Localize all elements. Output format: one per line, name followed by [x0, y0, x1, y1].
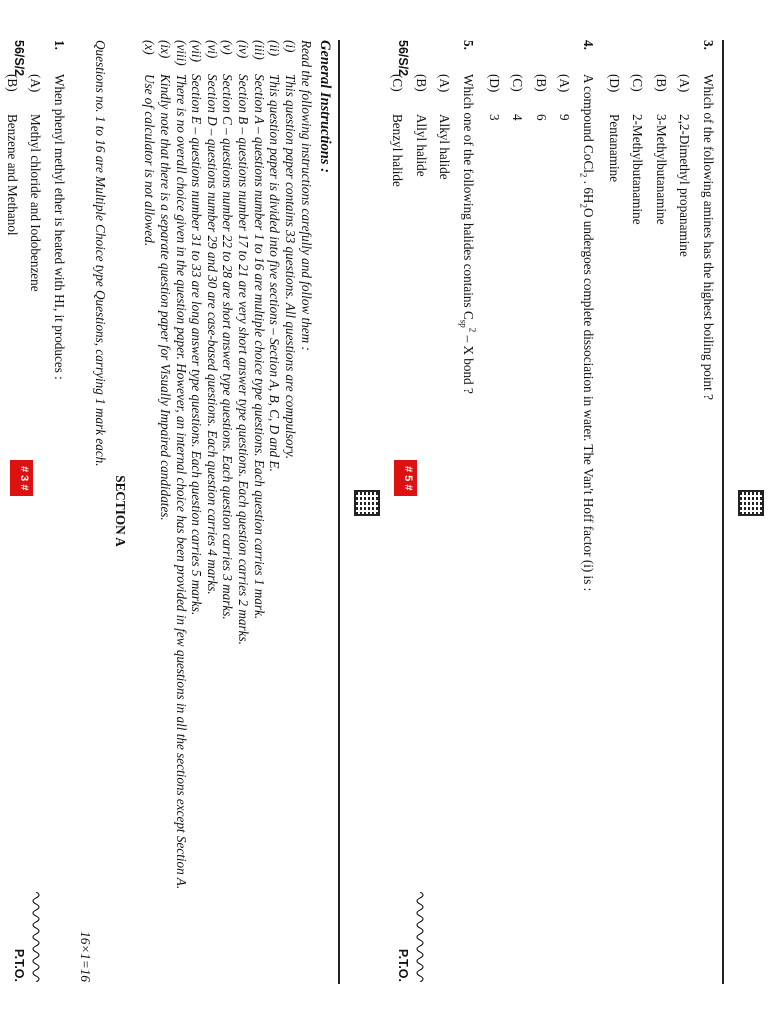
qr-code-icon	[738, 490, 764, 516]
instruction-text: Kindly note that there is a separate question paper for Visually Impaired candidates.	[158, 74, 174, 521]
option-label: (B)	[4, 74, 20, 92]
instruction-item	[157, 40, 173, 982]
marks-note: 16×1=16	[77, 931, 93, 982]
option-label: (B)	[533, 74, 549, 92]
instruction-number: (vi)	[204, 40, 220, 59]
option-text: Allyl halide	[413, 114, 429, 177]
instruction-text: Section C – questions number 22 to 28 are short answer type questions. Each question carries 3 marks.	[220, 74, 236, 620]
question-text: Which of the following amines has the highest boiling point ?	[701, 74, 716, 400]
question-text: When phenyl methyl ether is heated with HI, it produces :	[52, 74, 68, 380]
option-c	[510, 74, 526, 982]
instruction-number: (ii)	[267, 40, 283, 57]
question-4-options	[486, 74, 572, 982]
option-label: (B)	[653, 74, 669, 92]
instruction-text: Section E – questions number 31 to 33 are long answer type questions. Each question carries 5 marks.	[189, 74, 205, 616]
option-text: 3	[486, 114, 502, 121]
pto-label: P.T.O.	[395, 948, 410, 982]
question-1	[52, 40, 68, 982]
option-text: 2-Methylbutanamine	[630, 114, 646, 225]
question-3	[700, 40, 716, 982]
option-d	[606, 74, 622, 982]
option-text: 3-Methylbutanamine	[653, 114, 669, 225]
instruction-item	[142, 40, 158, 982]
instruction-number: (iv)	[236, 40, 252, 59]
question-3-options	[606, 74, 692, 982]
paper-code: 56/S/2	[11, 40, 26, 77]
option-label: (A)	[557, 74, 573, 93]
option-a	[677, 74, 693, 982]
question-text: A compound CoCl$_2$ . $6H_2O$ undergoes complete dissociation in water. The Van't Hoff factor (i) is :	[578, 74, 597, 592]
option-d	[486, 74, 502, 982]
instruction-number: (iii)	[251, 40, 267, 60]
instruction-item	[189, 40, 205, 982]
option-text: Alkyl halide	[437, 114, 453, 180]
page-content	[384, 40, 716, 982]
option-label: (C)	[510, 74, 526, 92]
instruction-item	[251, 40, 267, 982]
instruction-text: There is no overall choice given in the question paper. However, an internal choice has been provided in few questions in all the sections except Section A.	[173, 74, 189, 890]
page-number: # 5 #	[394, 460, 417, 496]
option-label: (C)	[390, 74, 406, 92]
section-title: SECTION A	[112, 475, 128, 547]
option-b	[653, 74, 669, 982]
option-a	[437, 74, 453, 982]
instruction-number: (viii)	[173, 40, 189, 66]
exam-page-right	[384, 0, 768, 1024]
instruction-text: This question paper is divided into five sections – Section A, B, C, D and E.	[267, 74, 283, 472]
instructions-list	[142, 40, 298, 982]
instruction-text: Section D – questions number 29 and 30 are case-based questions. Each question carries 4 marks.	[204, 74, 220, 595]
page-footer	[390, 40, 430, 982]
option-text: 9	[557, 114, 573, 121]
header-rule	[722, 40, 724, 984]
question-number: 1.	[52, 40, 68, 50]
option-label: (A)	[677, 74, 693, 93]
instruction-text: Section B – questions number 17 to 21 are very short answer type questions. Each question carries 2 marks.	[236, 74, 252, 645]
option-text: 4	[510, 114, 526, 121]
question-number: 4.	[581, 40, 597, 50]
option-text: Methyl chloride and Iodobenzene	[28, 114, 44, 292]
instruction-item	[173, 40, 189, 982]
option-label: (A)	[437, 74, 453, 93]
option-b	[533, 74, 549, 982]
option-label: (B)	[413, 74, 429, 92]
qr-code-icon	[354, 490, 380, 516]
page-number: # 3 #	[10, 460, 33, 496]
option-text: Benzene and Methanol	[4, 114, 20, 236]
option-text: Benzyl halide	[390, 114, 406, 187]
instruction-number: (vii)	[189, 40, 205, 62]
page-footer	[6, 40, 46, 982]
option-label: (D)	[606, 74, 622, 93]
option-label: (A)	[28, 74, 44, 93]
instruction-text: Section A – questions number 1 to 16 are multiple choice type questions. Each question carries 1 mark.	[251, 74, 267, 620]
wave-decoration-icon	[414, 892, 426, 982]
instruction-number: (ix)	[158, 40, 174, 59]
instruction-item	[282, 40, 298, 982]
page-content	[0, 40, 332, 982]
instruction-item	[235, 40, 251, 982]
question-text: Which one of the following halides contains $C_{sp}^2$ – X bond ?	[458, 74, 478, 394]
option-text: Pentanamine	[606, 114, 622, 183]
question-4	[580, 40, 596, 982]
wave-decoration-icon	[30, 892, 42, 982]
instruction-number: (v)	[220, 40, 236, 55]
mcq-note: Questions no. 1 to 16 are Multiple Choice type Questions, carrying 1 mark each.	[93, 40, 109, 467]
instruction-text: Use of calculator is not allowed.	[142, 74, 158, 247]
instructions-intro: Read the following instructions carefully and follow them :	[299, 40, 315, 351]
option-text: 2,2-Dimethyl propanamine	[677, 114, 693, 257]
general-instructions-title: General Instructions :	[317, 40, 333, 173]
header-rule	[338, 40, 340, 984]
paper-code: 56/S/2	[395, 40, 410, 77]
option-label: (D)	[486, 74, 502, 93]
instruction-text: This question paper contains 33 questions. All questions are compulsory.	[282, 74, 298, 459]
option-text: 6	[533, 114, 549, 121]
instruction-number: (x)	[142, 40, 158, 55]
instruction-item	[267, 40, 283, 982]
question-5	[460, 40, 476, 982]
question-number: 3.	[701, 40, 716, 50]
option-label: (C)	[630, 74, 646, 92]
option-a	[557, 74, 573, 982]
question-number: 5.	[461, 40, 477, 50]
instruction-item	[204, 40, 220, 982]
instruction-item	[220, 40, 236, 982]
pto-label: P.T.O.	[11, 948, 26, 982]
instruction-number: (i)	[282, 40, 298, 53]
option-c	[630, 74, 646, 982]
